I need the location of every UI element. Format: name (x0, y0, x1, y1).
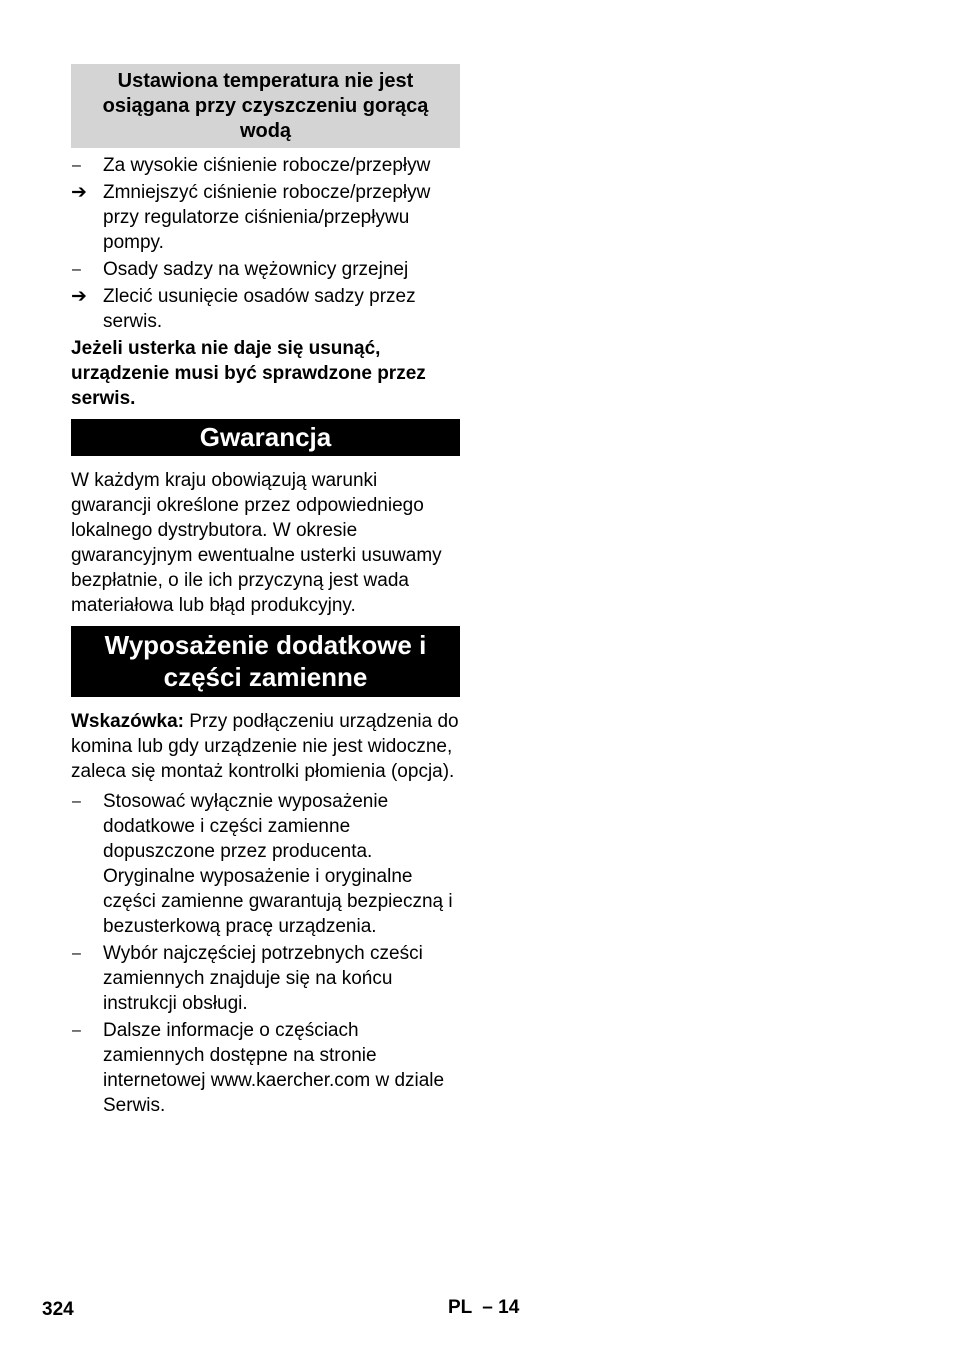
troubleshoot-heading: Ustawiona temperatura nie jest osiągana przy czyszczeniu gorącą wodą (71, 64, 460, 148)
list-item-text: Zmniejszyć ciśnienie robocze/przepływ przy regulatorze ciśnienia/przepływu pompy. (103, 182, 431, 253)
list-item (71, 941, 460, 1016)
list-item-text: Osady sadzy na wężownicy grzejnej (103, 259, 409, 280)
list-item-text: Stosować wyłącznie wyposażenie dodatkowe i części zamienne dopuszczone przez producenta. Oryginalne wyposażenie i oryginalne części zamienne gwarantują bezpieczną i bezusterkową pracę urządzenia. (103, 791, 453, 937)
arrow-right-icon: ➔ (71, 182, 87, 203)
content-column (71, 64, 460, 1120)
hint-label: Wskazówka: (71, 711, 184, 732)
accessories-list (71, 789, 460, 1118)
service-note: Jeżeli usterka nie daje się usunąć, urządzenie musi być sprawdzone przez serwis. (71, 338, 426, 409)
accessories-hint (71, 709, 460, 784)
footer-section-label (448, 1297, 519, 1319)
list-item (71, 284, 460, 334)
list-item-text: Dalsze informacje o częściach zamiennych dostępne na stronie internetowej www.kaercher.com w dziale Serwis. (103, 1020, 445, 1116)
section-page-number: – 14 (482, 1297, 520, 1318)
hint-text: Przy podłączeniu urządzenia do komina lub gdy urządzenie nie jest widoczne, zaleca się montaż kontrolki płomienia (opcja). (71, 711, 459, 782)
list-item-text: Zlecić usunięcie osadów sadzy przez serwis. (103, 286, 416, 332)
list-item-text: Za wysokie ciśnienie robocze/przepływ (103, 155, 431, 176)
dash-marker: – (72, 261, 81, 278)
warranty-body: W każdym kraju obowiązują warunki gwarancji określone przez odpowiedniego lokalnego dystrybutora. W okresie gwarancyjnym ewentualne usterki usuwamy bezpłatnie, o ile ich przyczyną jest wada materiałowa lub błąd produkcyjny. (71, 470, 442, 616)
language-code: PL (448, 1297, 473, 1318)
dash-marker: – (72, 1022, 81, 1039)
list-item (71, 257, 460, 282)
arrow-right-icon: ➔ (71, 286, 87, 307)
dash-marker: – (72, 793, 81, 810)
page-number: 324 (42, 1299, 74, 1320)
accessories-heading: Wyposażenie dodatkowe i części zamienne (71, 626, 460, 697)
list-item (71, 153, 460, 178)
dash-marker: – (72, 945, 81, 962)
list-item (71, 789, 460, 939)
list-item-text: Wybór najczęściej potrzebnych cześci zamiennych znajduje się na końcu instrukcji obsługi. (103, 943, 423, 1014)
list-item (71, 1018, 460, 1118)
warranty-heading: Gwarancja (71, 419, 460, 456)
troubleshoot-list (71, 153, 460, 334)
list-item (71, 180, 460, 255)
dash-marker: – (72, 157, 81, 174)
